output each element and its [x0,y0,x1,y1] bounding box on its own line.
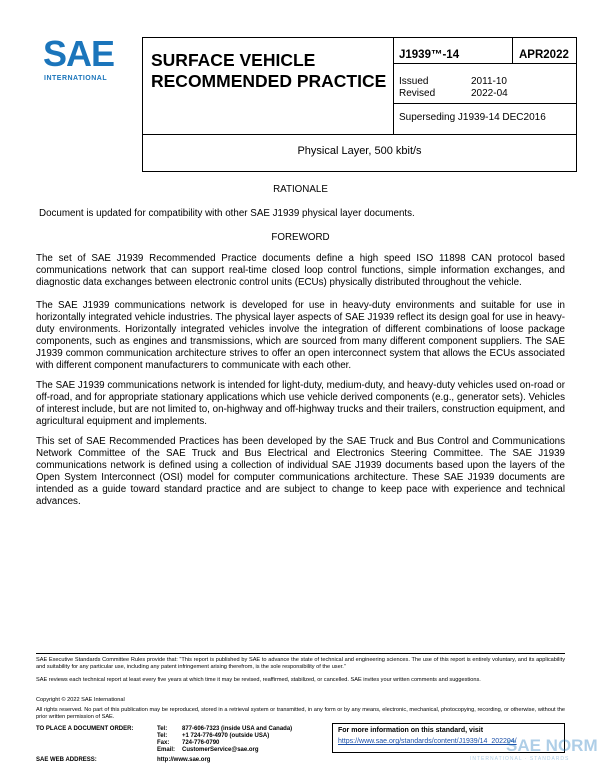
fax-value: 724-776-0790 [182,740,220,746]
footer-note: SAE Executive Standards Committee Rules provide that: “This report is published by SAE to advance the state of technical and engineering sciences. The use of this report is entirely voluntary, and its applicability and suitability for any particular use, including any patent infringement arising therefrom, is the sole responsibility of the user.” [36,657,565,670]
footer-rule [36,653,565,654]
email-link[interactable]: CustomerService@sae.org [182,747,259,753]
document-date: APR2022 [519,49,569,61]
header-divider [393,38,394,134]
tel-value: 877-606-7323 (inside USA and Canada) [182,726,293,732]
superseding-text: Superseding J1939-14 DEC2016 [399,112,546,123]
web-heading: SAE WEB ADDRESS: [36,757,97,763]
revised-label: Revised [399,88,436,99]
tel-label: Tel: [157,726,168,732]
watermark [470,736,598,774]
header-divider [393,63,577,64]
foreword-paragraph: This set of SAE Recommended Practices has been developed by the SAE Truck and Bus Control and Communications Network Committee of the SAE Truck and Bus Electrical and Electronics Steering Committee. The SAE J1939 communications network is defined using a collection of individual SAE J1939 documents based upon the layers of the Open System Interconnect (OSI) model for computer communications architecture. These SAE J1939 documents are intended as a guide toward standard practice and are subject to change to keep pace with experience and technical advances. [36,436,565,507]
footer-note: SAE reviews each technical report at least every five years at which time it may be revised, reaffirmed, stabilized, or cancelled. SAE invites your written comments and suggestions. [36,677,481,683]
issued-label: Issued [399,76,429,87]
order-heading: TO PLACE A DOCUMENT ORDER: [36,726,134,732]
header-divider [393,103,577,104]
document-number: J1939™-14 [399,49,460,61]
revised-value: 2022-04 [471,88,508,99]
foreword-paragraph: The set of SAE J1939 Recommended Practice documents define a high speed ISO 11898 CAN protocol based communications network that can support real-time closed loop control functions, simple information exchanges, and diagnostic data exchanges between electronic control units (ECUs) physically distributed throughout the vehicle. [36,253,565,288]
info-title: For more information on this standard, visit [338,727,484,734]
footer-copyright: Copyright © 2022 SAE International [36,697,125,703]
rationale-text: Document is updated for compatibility with other SAE J1939 physical layer documents. [39,208,415,219]
web-link[interactable]: http://www.sae.org [157,757,211,763]
issued-value: 2011-10 [471,76,507,87]
watermark-sub: INTERNATIONAL · STANDARDS [470,756,570,762]
fax-label: Fax: [157,740,170,746]
title-line-2: RECOMMENDED PRACTICE [151,71,387,91]
email-label: Email: [157,747,176,753]
header-divider [512,38,513,63]
logo-subtitle: INTERNATIONAL [44,75,108,82]
document-header [142,37,577,172]
standard-link[interactable]: https://www.sae.org/standards/content/J1939/14_202204/ [338,738,517,745]
header-divider [143,134,577,135]
foreword-paragraph: The SAE J1939 communications network is developed for use in heavy-duty environments and suitable for use in horizontally integrated vehicle industries. The physical layer aspects of SAE J1939 reflect its design goal for use in heavy-duty environments. Horizontally integrated vehicles involve the integration of different combinations of loose package components, such as engines and transmissions, which are sourced from many different component suppliers. The SAE J1939 common communication architecture strives to offer an open interconnect system that allows the ECUs associated with different component manufacturers to communicate with each other. [36,300,565,371]
tel2-label: Tel: [157,733,168,739]
foreword-paragraph: The SAE J1939 communications network is intended for light-duty, medium-duty, and heavy-duty vehicles used on-road or off-road, and for appropriate stationary applications which use vehicle derived components (e.g., generator sets). Vehicles of interest include, but are not limited to, on-highway and off-highway trucks and their trailers, construction equipment, and agricultural equipment and implements. [36,380,565,427]
logo-brand: SAE [43,33,115,74]
watermark-main: SAE NORM [506,736,598,755]
document-subtitle: Physical Layer, 500 kbit/s [297,145,422,157]
foreword-heading: FOREWORD [271,232,330,243]
document-type-title [151,50,386,92]
tel2-value: +1 724-776-4970 (outside USA) [182,733,270,739]
rationale-heading: RATIONALE [273,184,328,195]
sae-logo [36,33,126,89]
footer-rights: All rights reserved. No part of this publication may be reproduced, stored in a retrieval system or transmitted, in any form or by any means, electronic, mechanical, photocopying, recording, or otherwise, without the prior written permission of SAE. [36,707,565,720]
title-line-1: SURFACE VEHICLE [151,50,316,70]
